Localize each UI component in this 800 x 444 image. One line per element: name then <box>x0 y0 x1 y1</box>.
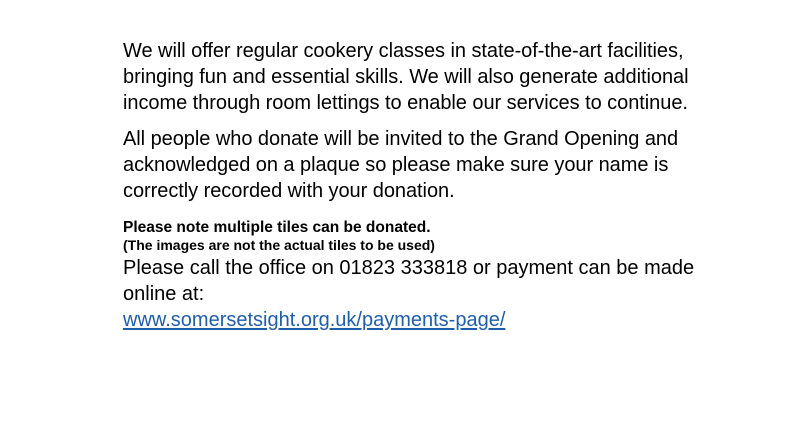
payments-page-link[interactable]: www.somersetsight.org.uk/payments-page/ <box>123 309 506 331</box>
note-multiple-tiles: Please note multiple tiles can be donated. <box>123 219 431 236</box>
paragraph-grand-opening: All people who donate will be invited to the Grand Opening and acknowledged on a plaque so please make sure your name is correctly recorded with your donation. <box>123 128 679 202</box>
call-office-text: Please call the office on 01823 333818 or payment can be made online at: <box>123 257 695 305</box>
note-images-disclaimer: (The images are not the actual tiles to be used) <box>123 237 435 253</box>
paragraph-cookery-classes: We will offer regular cookery classes in state-of-the-art facilities, bringing fun and essential skills. We will also generate additional income through room lettings to enable our services to continue. <box>123 40 689 114</box>
document-body <box>123 38 703 333</box>
